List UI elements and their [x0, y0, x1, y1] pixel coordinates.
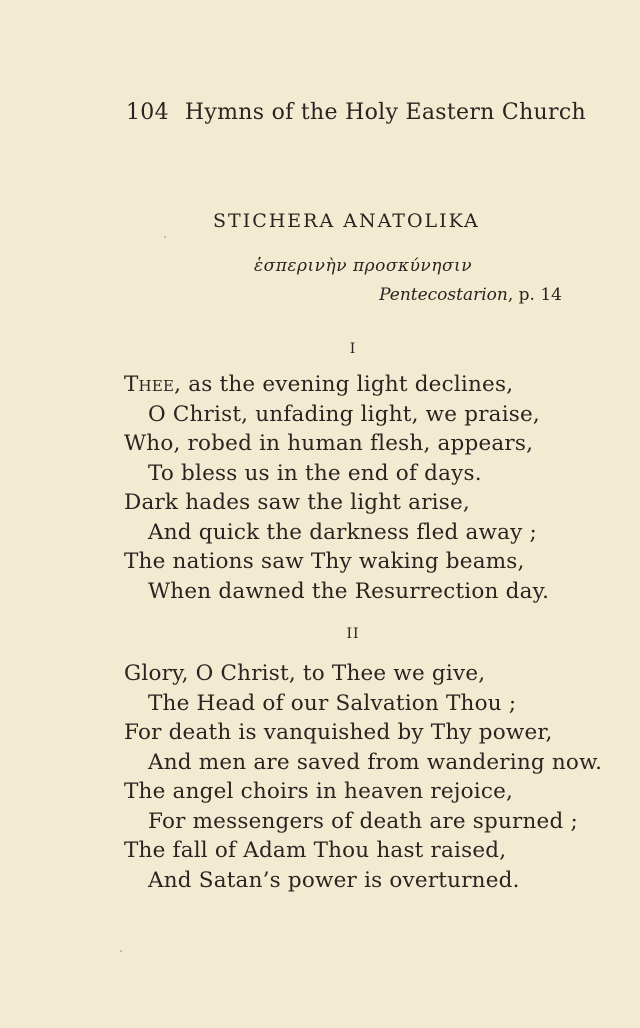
stanza-number: I — [349, 341, 357, 357]
verse-line: And men are saved from wandering now. — [148, 749, 603, 775]
page-number: 104 — [126, 100, 169, 125]
stanza-number: II — [346, 626, 360, 642]
verse-line: The angel choirs in heaven rejoice, — [124, 779, 514, 804]
stanza-1 — [124, 370, 549, 606]
verse-line: To bless us in the end of days. — [148, 460, 482, 486]
verse-line: Glory, O Christ, to Thee we give, — [124, 661, 486, 686]
stanza-2 — [124, 659, 602, 895]
verse-line: The nations saw Thy waking beams, — [124, 549, 525, 574]
source-work: Pentecostarion — [379, 285, 508, 305]
paper-speck — [164, 236, 166, 238]
verse-lead-word: Thee — [124, 372, 175, 397]
running-head — [126, 100, 586, 125]
verse-line: The fall of Adam Thou hast raised, — [124, 838, 507, 863]
book-title: Hymns of the Holy Eastern Church — [184, 100, 586, 125]
verse-line: For death is vanquished by Thy power, — [124, 720, 553, 745]
verse-line: The Head of our Salvation Thou ; — [148, 690, 517, 716]
verse-line: Dark hades saw the light arise, — [124, 490, 470, 515]
verse-line: And Satan’s power is overturned. — [148, 867, 520, 893]
verse-line: And quick the darkness fled away ; — [148, 519, 537, 545]
source-citation — [379, 285, 562, 305]
verse-line: Who, robed in human flesh, appears, — [124, 431, 534, 456]
verse-line: O Christ, unfading light, we praise, — [148, 401, 540, 427]
section-title: STICHERA ANATOLIKA — [213, 210, 480, 232]
verse-line: Thee, as the evening light declines, — [124, 372, 514, 397]
source-page: , p. 14 — [507, 285, 562, 305]
verse-line: When dawned the Resurrection day. — [148, 578, 550, 604]
greek-incipit: ἑσπερινὴν προσκύνησιν — [254, 256, 473, 276]
verse-line: For messengers of death are spurned ; — [148, 808, 578, 834]
paper-speck — [120, 950, 122, 952]
